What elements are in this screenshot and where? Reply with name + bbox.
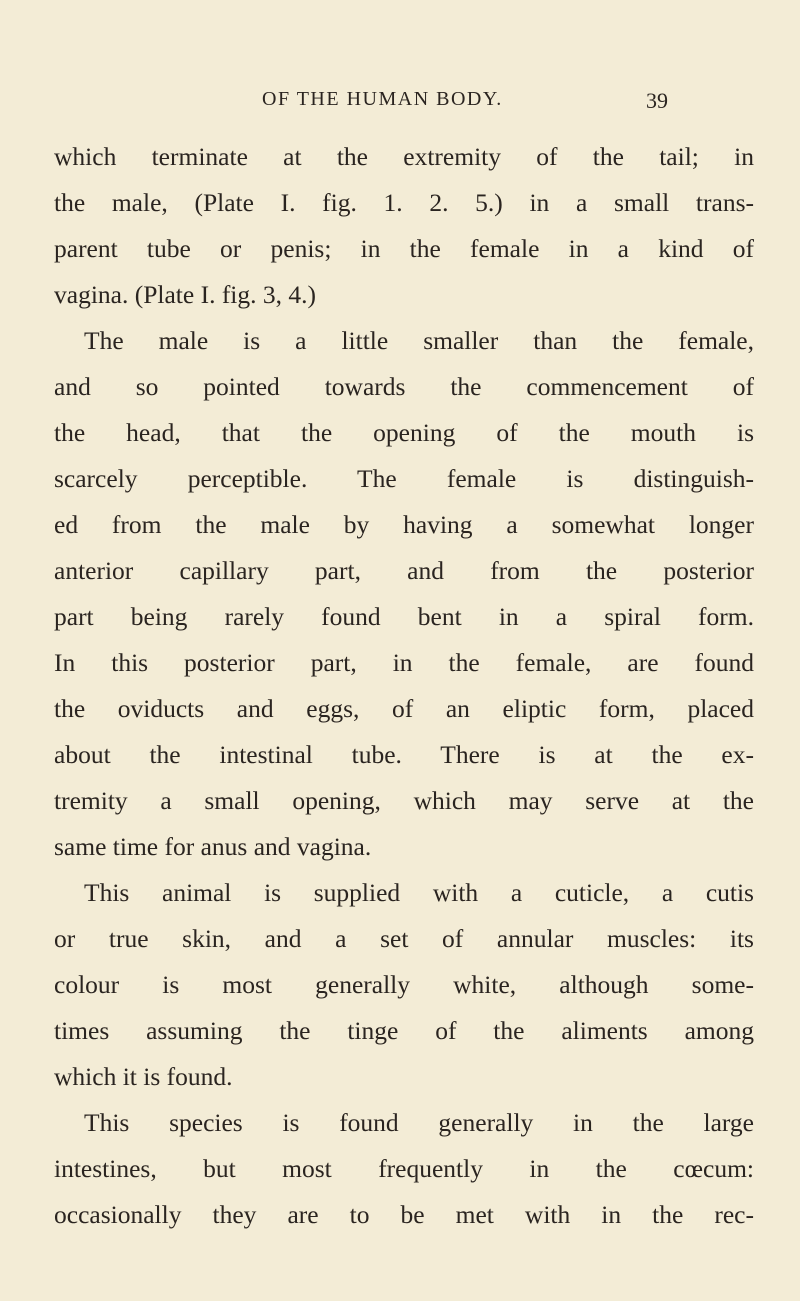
text-line: colour is most generally white, although some- [54, 970, 754, 999]
text-line: tremity a small opening, which may serve at the [54, 786, 754, 815]
text-line: vagina. (Plate I. fig. 3, 4.) [54, 280, 317, 309]
text-line: the head, that the opening of the mouth is [54, 418, 754, 447]
text-line: This species is found generally in the large [84, 1108, 754, 1137]
text-line: anterior capillary part, and from the posterior [54, 556, 754, 585]
text-line: same time for anus and vagina. [54, 832, 372, 861]
text-line: ed from the male by having a somewhat longer [54, 510, 754, 539]
running-head [0, 88, 800, 118]
text-line: intestines, but most frequently in the cœcum: [54, 1154, 754, 1183]
body-text [54, 134, 754, 1238]
text-line: In this posterior part, in the female, are found [54, 648, 754, 677]
text-line: scarcely perceptible. The female is distinguish- [54, 464, 754, 493]
text-line: the male, (Plate I. fig. 1. 2. 5.) in a small trans- [54, 188, 754, 217]
text-line: the oviducts and eggs, of an eliptic form, placed [54, 694, 754, 723]
text-line: parent tube or penis; in the female in a kind of [54, 234, 754, 263]
text-line: part being rarely found bent in a spiral form. [54, 602, 754, 631]
text-line: occasionally they are to be met with in the rec- [54, 1200, 754, 1229]
text-line: which terminate at the extremity of the tail; in [54, 142, 754, 171]
text-line: and so pointed towards the commencement of [54, 372, 754, 401]
page-number: 39 [646, 88, 668, 113]
text-line: about the intestinal tube. There is at the ex- [54, 740, 754, 769]
text-line: The male is a little smaller than the female, [84, 326, 754, 355]
text-line: or true skin, and a set of annular muscles: its [54, 924, 754, 953]
text-line: This animal is supplied with a cuticle, a cutis [84, 878, 754, 907]
text-line: which it is found. [54, 1062, 233, 1091]
text-line: times assuming the tinge of the aliments among [54, 1016, 754, 1045]
running-title: OF THE HUMAN BODY. [262, 88, 503, 110]
